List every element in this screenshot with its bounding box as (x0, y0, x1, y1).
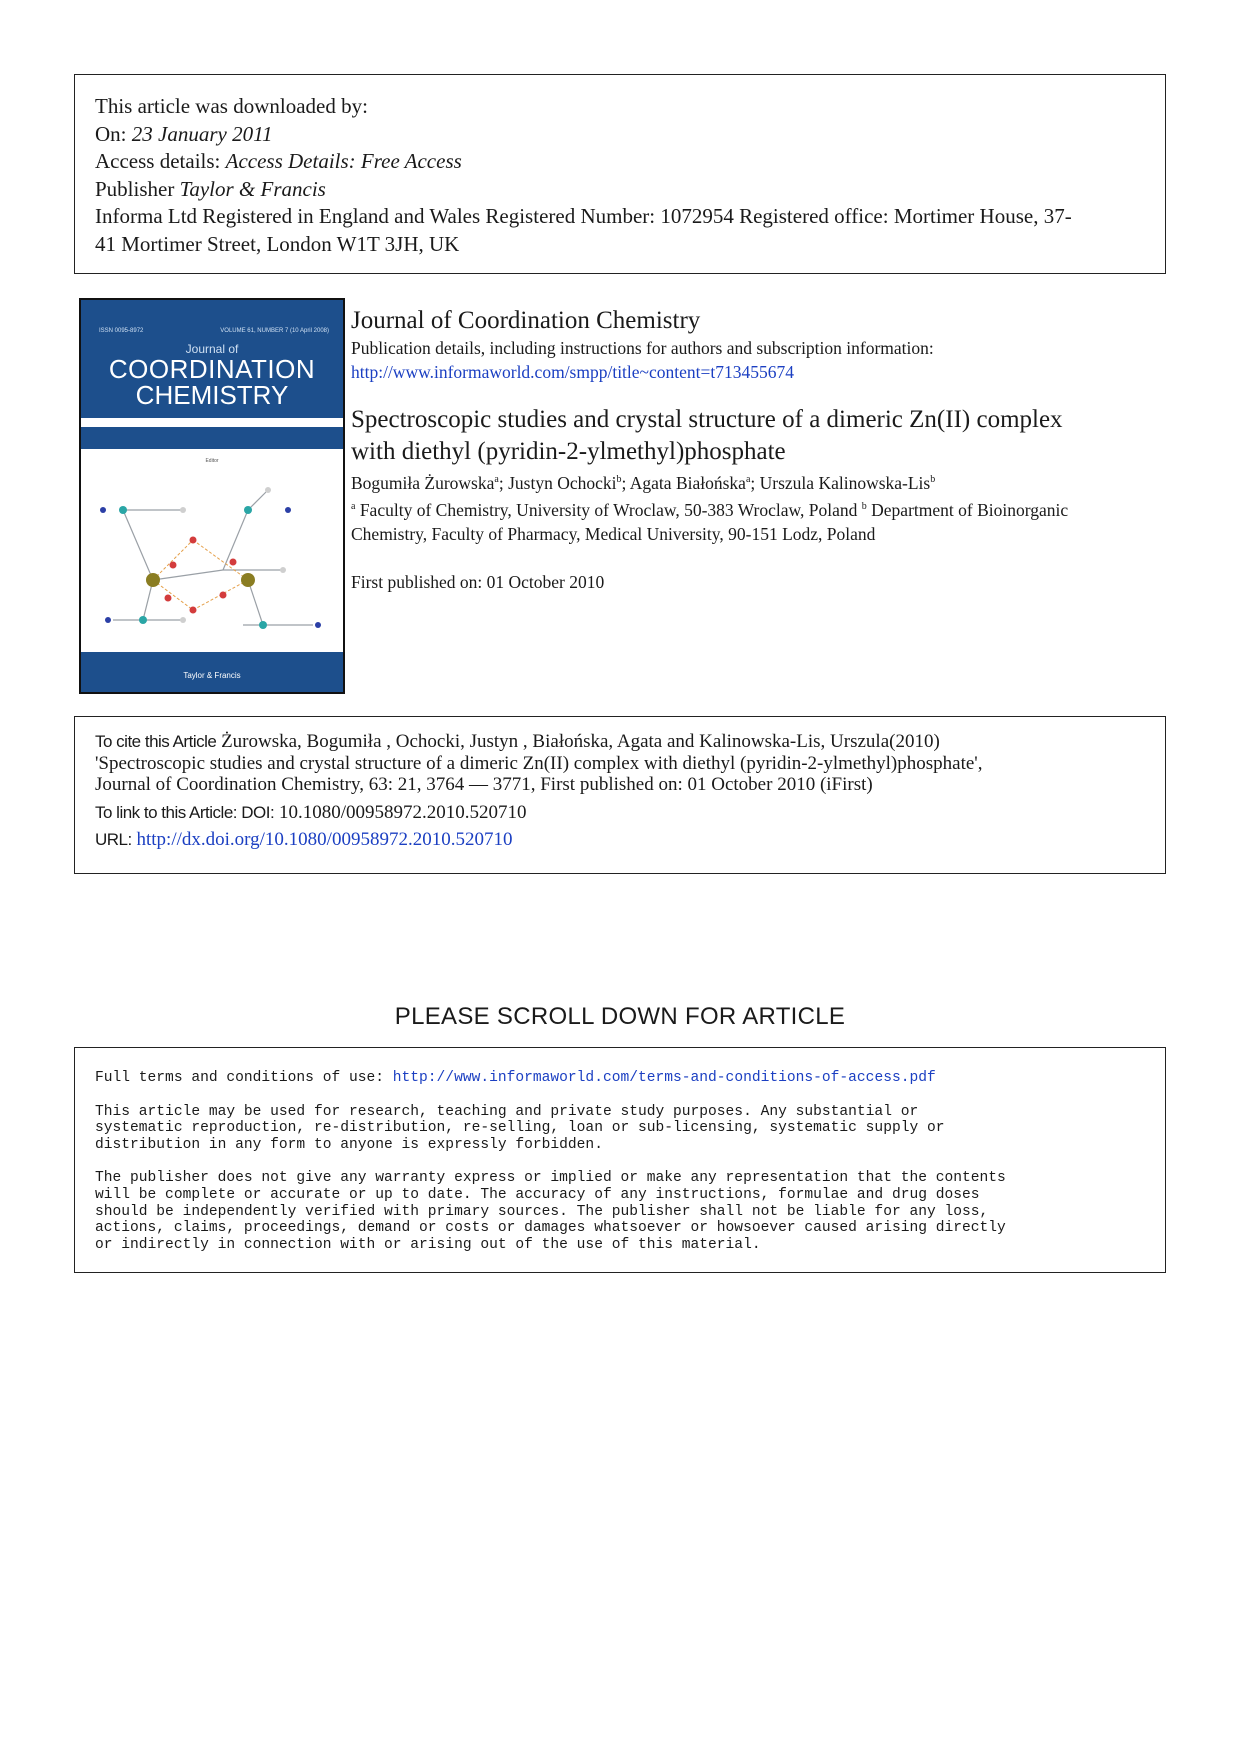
cite-label: To cite this Article (95, 732, 217, 751)
link-label: To link to this Article: DOI: (95, 802, 275, 822)
author-sup: a (745, 474, 751, 485)
publisher-value: Taylor & Francis (179, 176, 326, 201)
first-published: First published on: 01 October 2010 (351, 571, 605, 592)
cite-line-2: 'Spectroscopic studies and crystal structure of a dimeric Zn(II) complex with diethyl (pyridin-2-ylmethyl)phosphate', (95, 752, 983, 774)
terms-label: Full terms and conditions of use: (95, 1070, 393, 1086)
author-sep: ; (750, 472, 760, 493)
affiliation-a: Faculty of Chemistry, University of Wroclaw, 50-383 Wroclaw, Poland (355, 499, 862, 520)
article-title-line-1: Spectroscopic studies and crystal structure of a dimeric Zn(II) complex (351, 406, 1063, 433)
author-sup: a (494, 474, 499, 485)
author-name: Urszula Kalinowska-Lis (759, 472, 931, 493)
author-sep: ; (498, 472, 509, 493)
affiliation-b-line-2: Chemistry, Faculty of Pharmacy, Medical University, 90-151 Lodz, Poland (351, 523, 876, 544)
registered-line-2: 41 Mortimer Street, London W1T 3JH, UK (95, 231, 460, 256)
author-sep: ; (621, 472, 630, 493)
download-info-box (74, 74, 1166, 274)
affiliation-sup-a: a (351, 500, 356, 512)
article-title-line-2: with diethyl (pyridin-2-ylmethyl)phosphate (351, 438, 786, 465)
terms-url-link[interactable]: http://www.informaworld.com/terms-and-conditions-of-access.pdf (392, 1070, 936, 1086)
cite-paragraph (95, 731, 1145, 796)
publisher-label: Publisher (95, 176, 180, 201)
access-details-row (95, 148, 1145, 176)
publisher-row (95, 176, 1145, 204)
affiliation-sup-b: b (861, 500, 867, 512)
molecule-structure-icon (93, 470, 333, 650)
author-sup: b (930, 474, 936, 485)
citation-box (74, 716, 1166, 874)
cover-journal-of: Journal of (185, 342, 239, 356)
terms-box (74, 1047, 1166, 1273)
author-name: Bogumiła Żurowska (351, 472, 495, 493)
journal-title: Journal of Coordination Chemistry (351, 307, 701, 334)
cover-publisher-logo: Taylor & Francis (183, 671, 241, 680)
journal-info (351, 306, 1171, 594)
download-date-row (95, 121, 1145, 149)
scroll-down-message: PLEASE SCROLL DOWN FOR ARTICLE (394, 1003, 846, 1030)
doi-value: 10.1080/00958972.2010.520710 (274, 801, 527, 823)
url-row (95, 829, 1145, 851)
terms-paragraph-1: This article may be used for research, teaching and private study purposes. Any substantial or systematic reproduction, re-distribution, re-selling, loan or sub-licensing, systematic supply or distribution in any form to anyone is expressly forbidden. (95, 1103, 945, 1153)
on-value: 23 January 2011 (131, 121, 273, 146)
access-value: Access Details: Free Access (225, 149, 462, 173)
cover-volume: VOLUME 61, NUMBER 7 (10 April 2008) (220, 328, 329, 334)
journal-cover-image (79, 298, 345, 694)
article-title (351, 404, 1171, 468)
terms-paragraph-2: The publisher does not give any warranty express or implied or make any representation that the contents will be complete or accurate or up to date. The accuracy of any instructions, formulae and drug doses should be independently verified with primary sources. The publisher shall not be liable for any loss, actions, claims, proceedings, demand or costs or damages whatsoever or howsoever caused arising directly or indirectly in connection with or arising out of the use of this material. (95, 1170, 1006, 1253)
on-label: On: (95, 121, 132, 146)
registered-line-1: Informa Ltd Registered in England and Wales Registered Number: 1072954 Registered office: Mortimer House, 37- (95, 204, 1072, 228)
cover-mid-band (81, 427, 343, 449)
doi-url-link[interactable]: http://dx.doi.org/10.1080/00958972.2010.520710 (136, 829, 513, 850)
affiliations (351, 495, 1171, 546)
cover-issn: ISSN 0095-8972 (99, 328, 144, 334)
publication-details: Publication details, including instructions for authors and subscription information: (351, 338, 934, 358)
cite-line-3: Journal of Coordination Chemistry, 63: 21, 3764 — 3771, First published on: 01 October 2010 (iFirst) (95, 774, 873, 795)
access-label: Access details: (95, 149, 226, 173)
terms-row (95, 1070, 1145, 1087)
cover-word-chemistry: CHEMISTRY (135, 380, 289, 410)
cover-editor: Editor (205, 458, 219, 464)
author-list (351, 468, 1171, 495)
doi-row (95, 802, 1145, 824)
author-name: Justyn Ochocki (508, 472, 617, 493)
author-name: Agata Białońska (629, 472, 746, 493)
affiliation-b-line-1: Department of Bioinorganic (866, 499, 1069, 520)
url-label: URL: (95, 830, 132, 849)
cite-line-1: Żurowska, Bogumiła , Ochocki, Justyn , Białońska, Agata and Kalinowska-Lis, Urszula(2010) (216, 731, 940, 752)
journal-url-link[interactable]: http://www.informaworld.com/smpp/title~content=t713455674 (351, 362, 795, 382)
author-sup: b (616, 474, 622, 485)
downloaded-by: This article was downloaded by: (95, 94, 368, 118)
cover-word-coordination: COORDINATION (108, 354, 316, 384)
